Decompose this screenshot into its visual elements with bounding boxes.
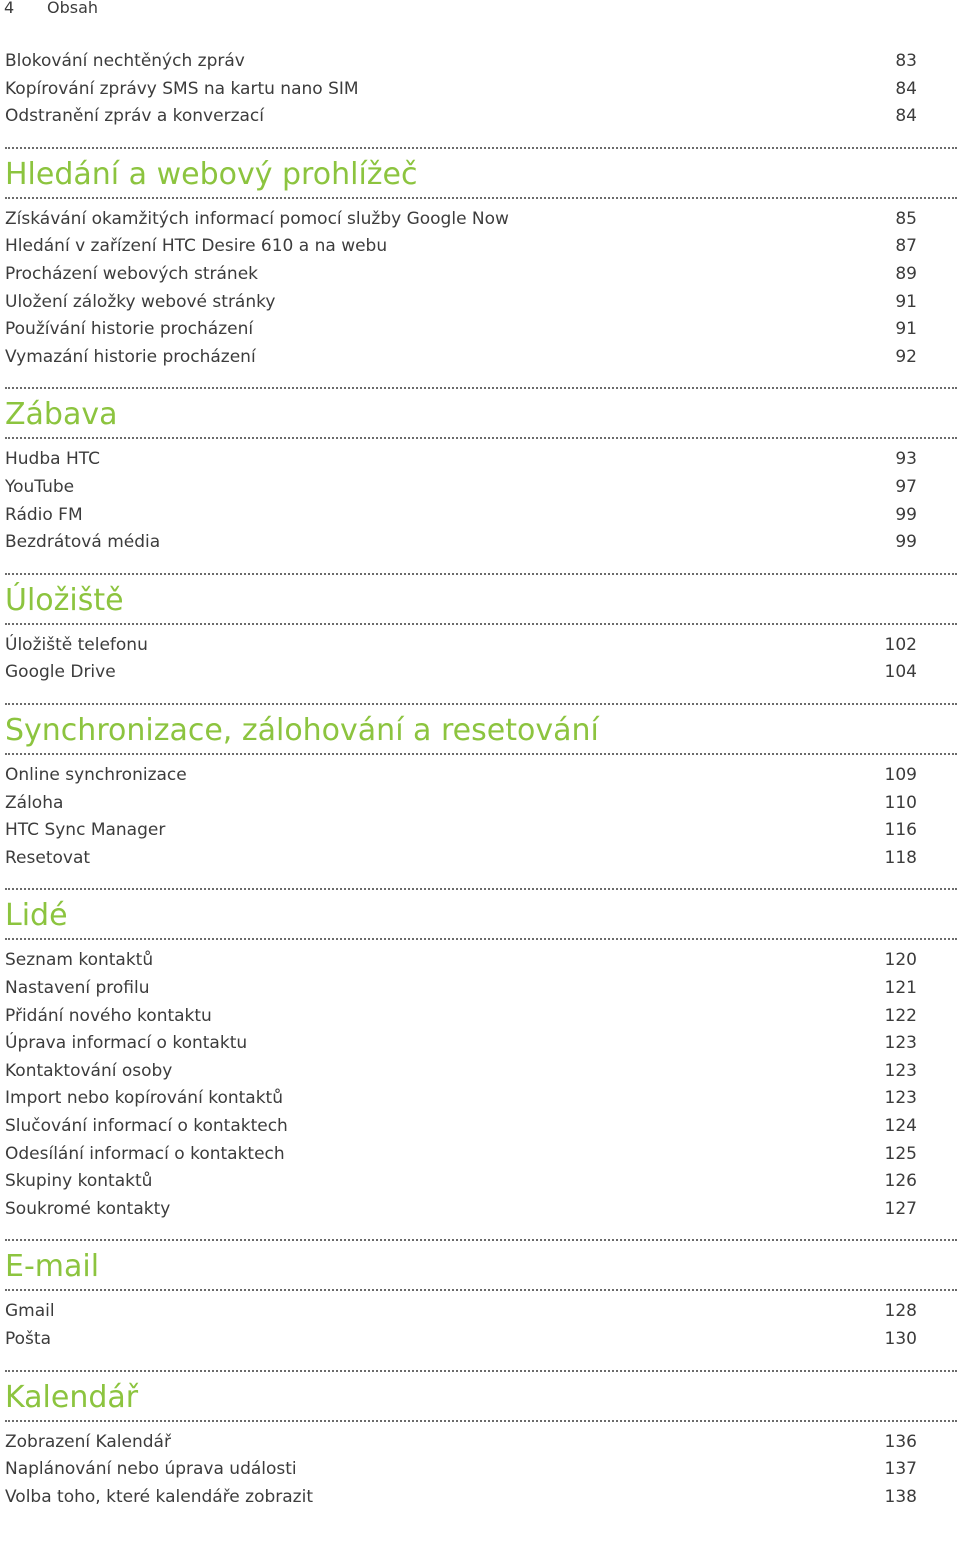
toc-entry-page-number: 136 xyxy=(884,1431,917,1452)
toc-entry-title: Seznam kontaktů xyxy=(5,950,154,971)
toc-entry-page-number: 89 xyxy=(895,264,917,284)
page-header xyxy=(4,0,98,16)
toc-entry-title: Google Drive xyxy=(5,662,116,683)
toc-entry-title: Gmail xyxy=(5,1301,55,1322)
chapter-rule-bottom xyxy=(5,1420,957,1422)
toc-entry-page-number: 123 xyxy=(884,1033,917,1054)
toc-entry-title: Zobrazení Kalendář xyxy=(5,1431,171,1452)
chapter-rule-bottom xyxy=(5,197,957,199)
toc-entry-page-number: 130 xyxy=(884,1329,917,1349)
toc-entry-title: Soukromé kontakty xyxy=(5,1198,171,1219)
toc-entry[interactable] xyxy=(5,206,917,232)
chapter-heading[interactable]: Synchronizace, zálohování a resetování xyxy=(5,713,599,748)
toc-entry[interactable] xyxy=(5,947,917,973)
toc-entry-page-number: 120 xyxy=(884,950,917,971)
toc-entry-title: HTC Sync Manager xyxy=(5,820,166,841)
toc-entry-page-number: 104 xyxy=(884,662,917,683)
toc-entry[interactable] xyxy=(5,1196,917,1222)
toc-entry-page-number: 138 xyxy=(884,1486,917,1507)
toc-entry[interactable] xyxy=(5,1429,917,1455)
toc-entry[interactable] xyxy=(5,1168,917,1194)
toc-entry-title: Uložení záložky webové stránky xyxy=(5,291,276,312)
toc-entry-page-number: 110 xyxy=(884,792,917,813)
toc-entry[interactable] xyxy=(5,529,917,555)
toc-entry-title: YouTube xyxy=(5,477,75,497)
toc-entry-page-number: 91 xyxy=(895,319,917,340)
toc-entry-title: Resetovat xyxy=(5,847,91,868)
toc-entry-page-number: 91 xyxy=(895,291,917,312)
toc-entry[interactable] xyxy=(5,1298,917,1324)
toc-entry-title: Hledání v zařízení HTC Desire 610 a na webu xyxy=(5,236,388,257)
toc-entry-title: Odstranění zpráv a konverzací xyxy=(5,106,264,127)
toc-entry[interactable] xyxy=(5,1003,917,1029)
chapter-rule-bottom xyxy=(5,437,957,439)
toc-entry[interactable] xyxy=(5,659,917,685)
toc-entry-page-number: 124 xyxy=(884,1116,917,1136)
toc-entry[interactable] xyxy=(5,817,917,843)
toc-entry[interactable] xyxy=(5,446,917,472)
toc-entry[interactable] xyxy=(5,762,917,788)
toc-entry[interactable] xyxy=(5,502,917,528)
toc-entry[interactable] xyxy=(5,790,917,816)
toc-entry[interactable] xyxy=(5,845,917,871)
toc-entry-title: Úložiště telefonu xyxy=(5,634,148,655)
toc-entry-title: Naplánování nebo úprava události xyxy=(5,1459,297,1480)
chapter-heading[interactable]: Lidé xyxy=(5,898,68,934)
toc-entry-title: Kopírování zprávy SMS na kartu nano SIM xyxy=(5,78,359,99)
page-number: 4 xyxy=(4,0,15,17)
chapter-rule-top xyxy=(5,1370,957,1372)
toc-entry-page-number: 128 xyxy=(884,1301,917,1322)
toc-entry-page-number: 137 xyxy=(884,1459,917,1480)
toc-entry[interactable] xyxy=(5,1456,917,1482)
toc-entry-page-number: 123 xyxy=(884,1060,917,1081)
chapter-rule-top xyxy=(5,147,957,149)
chapter-heading[interactable]: Zábava xyxy=(5,397,118,433)
chapter-rule-top xyxy=(5,573,957,575)
chapter-heading[interactable]: Úložiště xyxy=(5,582,124,618)
toc-entry-page-number: 87 xyxy=(895,236,917,257)
toc-entry-title: Používání historie procházení xyxy=(5,319,254,340)
toc-entry-title: Přidání nového kontaktu xyxy=(5,1005,212,1026)
toc-entry-title: Vymazání historie procházení xyxy=(5,346,256,367)
toc-entry[interactable] xyxy=(5,975,917,1001)
toc-entry-page-number: 99 xyxy=(895,504,917,525)
chapter-rule-top xyxy=(5,387,957,389)
toc-entry[interactable] xyxy=(5,1030,917,1056)
toc-entry[interactable] xyxy=(5,1326,917,1352)
toc-entry[interactable] xyxy=(5,1484,917,1510)
toc-entry[interactable] xyxy=(5,1058,917,1084)
chapter-heading[interactable]: E-mail xyxy=(5,1249,100,1285)
toc-entry[interactable] xyxy=(5,344,917,370)
toc-entry-page-number: 102 xyxy=(884,634,917,655)
toc-entry-page-number: 126 xyxy=(884,1171,917,1192)
toc-entry-page-number: 127 xyxy=(884,1198,917,1219)
chapter-rule-top xyxy=(5,888,957,890)
toc-entry[interactable] xyxy=(5,632,917,658)
toc-entry-title: Procházení webových stránek xyxy=(5,264,258,284)
toc-entry-title: Bezdrátová média xyxy=(5,532,161,553)
toc-entry[interactable] xyxy=(5,233,917,259)
toc-entry-title: Pošta xyxy=(5,1329,51,1349)
toc-entry-page-number: 121 xyxy=(884,978,917,998)
toc-entry-page-number: 116 xyxy=(884,820,917,841)
toc-entry-title: Hudba HTC xyxy=(5,449,101,470)
toc-entry-page-number: 122 xyxy=(884,1005,917,1026)
toc-entry-page-number: 118 xyxy=(884,847,917,868)
toc-entry-page-number: 85 xyxy=(895,208,917,229)
toc-entry-page-number: 93 xyxy=(895,449,917,470)
chapter-heading[interactable]: Hledání a webový prohlížeč xyxy=(5,156,418,192)
toc-entry-title: Kontaktování osoby xyxy=(5,1060,173,1081)
toc-entry[interactable] xyxy=(5,103,917,129)
toc-entry[interactable] xyxy=(5,1085,917,1111)
toc-entry-title: Odesílání informací o kontaktech xyxy=(5,1143,285,1164)
toc-entry[interactable] xyxy=(5,261,917,287)
header-title: Obsah xyxy=(47,0,99,17)
toc-entry[interactable] xyxy=(5,1141,917,1167)
chapter-rule-top xyxy=(5,703,957,705)
chapter-rule-bottom xyxy=(5,753,957,755)
toc-entry-title: Slučování informací o kontaktech xyxy=(5,1116,288,1136)
toc-entry[interactable] xyxy=(5,316,917,342)
toc-entry-title: Volba toho, které kalendáře zobrazit xyxy=(5,1486,313,1507)
toc-entry[interactable] xyxy=(5,76,917,102)
toc-entry-title: Úprava informací o kontaktu xyxy=(5,1033,248,1054)
toc-entry-title: Blokování nechtěných zpráv xyxy=(5,51,245,71)
toc-entry[interactable] xyxy=(5,48,917,74)
chapter-rule-bottom xyxy=(5,1289,957,1291)
toc-entry-title: Získávání okamžitých informací pomocí služby Google Now xyxy=(5,208,509,229)
chapter-heading[interactable]: Kalendář xyxy=(5,1379,139,1415)
toc-entry-page-number: 123 xyxy=(884,1088,917,1109)
chapter-rule-bottom xyxy=(5,938,957,940)
chapter-rule-bottom xyxy=(5,623,957,625)
toc-entry-title: Import nebo kopírování kontaktů xyxy=(5,1088,283,1109)
toc-entry-page-number: 97 xyxy=(895,477,917,497)
toc-entry-title: Online synchronizace xyxy=(5,765,187,785)
toc-entry[interactable] xyxy=(5,1113,917,1139)
toc-entry-page-number: 99 xyxy=(895,532,917,553)
toc-entry-page-number: 83 xyxy=(895,51,917,71)
toc-entry[interactable] xyxy=(5,289,917,315)
toc-entry-page-number: 84 xyxy=(895,106,917,127)
toc-entry-page-number: 125 xyxy=(884,1143,917,1164)
toc-entry-page-number: 109 xyxy=(884,765,917,785)
toc-entry-title: Nastavení profilu xyxy=(5,978,150,998)
chapter-rule-top xyxy=(5,1239,957,1241)
toc-entry-page-number: 84 xyxy=(895,78,917,99)
toc-entry-title: Záloha xyxy=(5,792,64,813)
toc-entry-page-number: 92 xyxy=(895,346,917,367)
toc-entry-title: Skupiny kontaktů xyxy=(5,1171,153,1192)
toc-entry-title: Rádio FM xyxy=(5,504,83,525)
toc-entry[interactable] xyxy=(5,474,917,500)
